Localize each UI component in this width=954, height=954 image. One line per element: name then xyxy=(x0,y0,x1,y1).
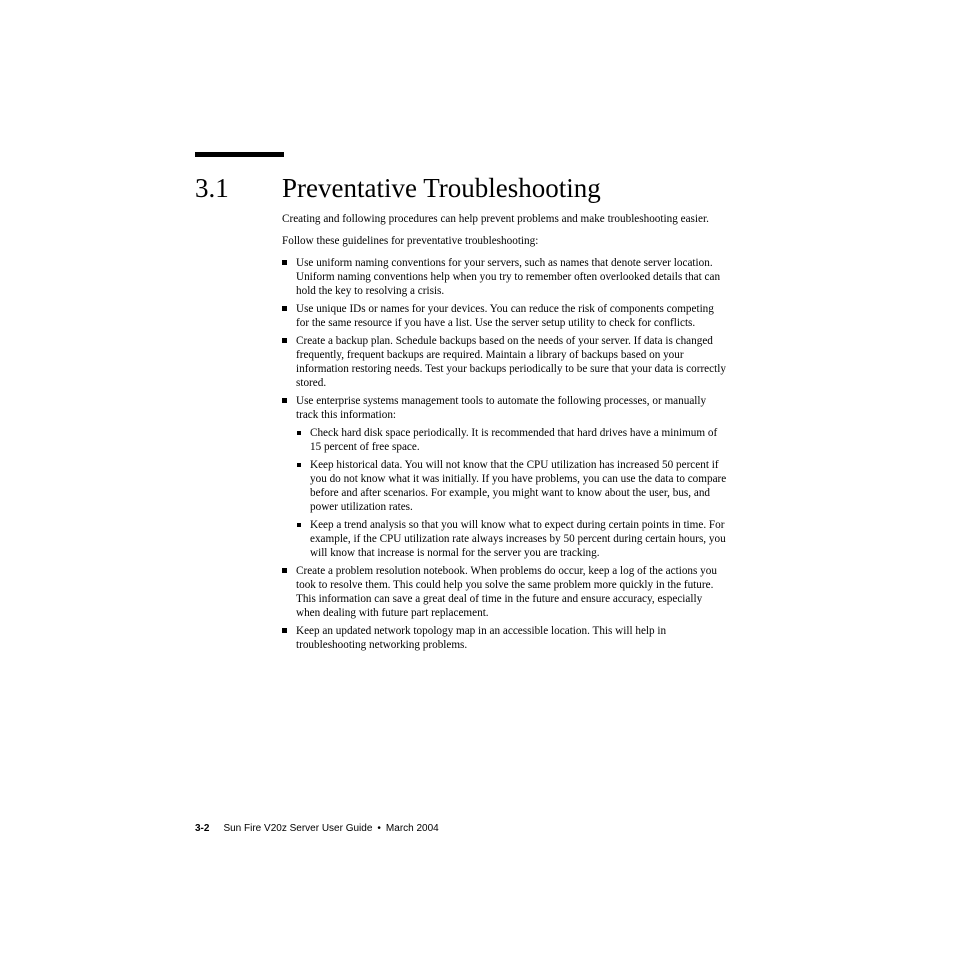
square-bullet-icon xyxy=(297,463,301,467)
list-item xyxy=(282,256,728,298)
page-number: 3-2 xyxy=(195,823,210,834)
list-item xyxy=(282,624,728,652)
sub-list-item xyxy=(296,426,728,454)
document-date: March 2004 xyxy=(385,823,439,834)
sub-list xyxy=(296,426,728,560)
square-bullet-icon xyxy=(282,260,287,265)
section-number: 3.1 xyxy=(195,173,229,203)
list-item-text: Create a problem resolution notebook. When problems do occur, keep a log of the actions you took to resolve them. This could help you solve the same problem more quickly in the future. This information can save a great deal of time in the future and ensure accuracy, especially when dealing with future part replacement. xyxy=(296,565,717,619)
list-item xyxy=(282,394,728,560)
list-item-text: Use unique IDs or names for your devices. You can reduce the risk of components competing for the same resource if you have a list. Use the server setup utility to check for conflicts. xyxy=(296,303,714,329)
square-bullet-icon xyxy=(282,338,287,343)
list-item xyxy=(282,564,728,620)
document-title: Sun Fire V20z Server User Guide xyxy=(223,823,373,834)
guidelines-lead-in: Follow these guidelines for preventative troubleshooting: xyxy=(282,235,539,247)
square-bullet-icon xyxy=(282,628,287,633)
footer-separator: • xyxy=(377,823,381,834)
list-item-text: Use uniform naming conventions for your servers, such as names that denote server location. Uniform naming conventions help when you try to remember often overlooked details that can hold the key to resolving a crisis. xyxy=(296,257,721,297)
list-item-text: Use enterprise systems management tools to automate the following processes, or manually track this information: xyxy=(296,395,707,421)
list-item-text: Create a backup plan. Schedule backups based on the needs of your server. If data is changed frequently, frequent backups are required. Maintain a library of backups based on your information restoring needs. Test your backups periodically to be sure that your data is correctly stored. xyxy=(296,335,726,389)
square-bullet-icon xyxy=(282,398,287,403)
square-bullet-icon xyxy=(282,306,287,311)
sub-list-item-text: Keep a trend analysis so that you will know what to expect during certain points in time. For example, if the CPU utilization rate always increases by 50 percent during certain hours, you will know that increase is normal for the server you are tracking. xyxy=(310,519,726,559)
section-body xyxy=(282,212,728,656)
list-item-text: Keep an updated network topology map in an accessible location. This will help in troubleshooting networking problems. xyxy=(296,625,667,651)
intro-paragraph: Creating and following procedures can help prevent problems and make troubleshooting easier. xyxy=(282,213,709,225)
square-bullet-icon xyxy=(297,431,301,435)
section-heading xyxy=(195,170,795,206)
sub-list-item-text: Keep historical data. You will not know that the CPU utilization has increased 50 percent if you do not know what it was initially. If you have problems, you can use the data to compare before and after scenarios. For example, you might want to know about the user, bus, and power utilization rates. xyxy=(310,459,727,513)
section-title: Preventative Troubleshooting xyxy=(282,173,601,203)
guideline-list xyxy=(282,256,728,652)
section-rule xyxy=(195,152,284,157)
page-footer xyxy=(195,822,439,835)
sub-list-item-text: Check hard disk space periodically. It is recommended that hard drives have a minimum of 15 percent of free space. xyxy=(310,427,718,453)
list-item xyxy=(282,334,728,390)
sub-list-item xyxy=(296,518,728,560)
square-bullet-icon xyxy=(297,523,301,527)
square-bullet-icon xyxy=(282,568,287,573)
sub-list-item xyxy=(296,458,728,514)
list-item xyxy=(282,302,728,330)
